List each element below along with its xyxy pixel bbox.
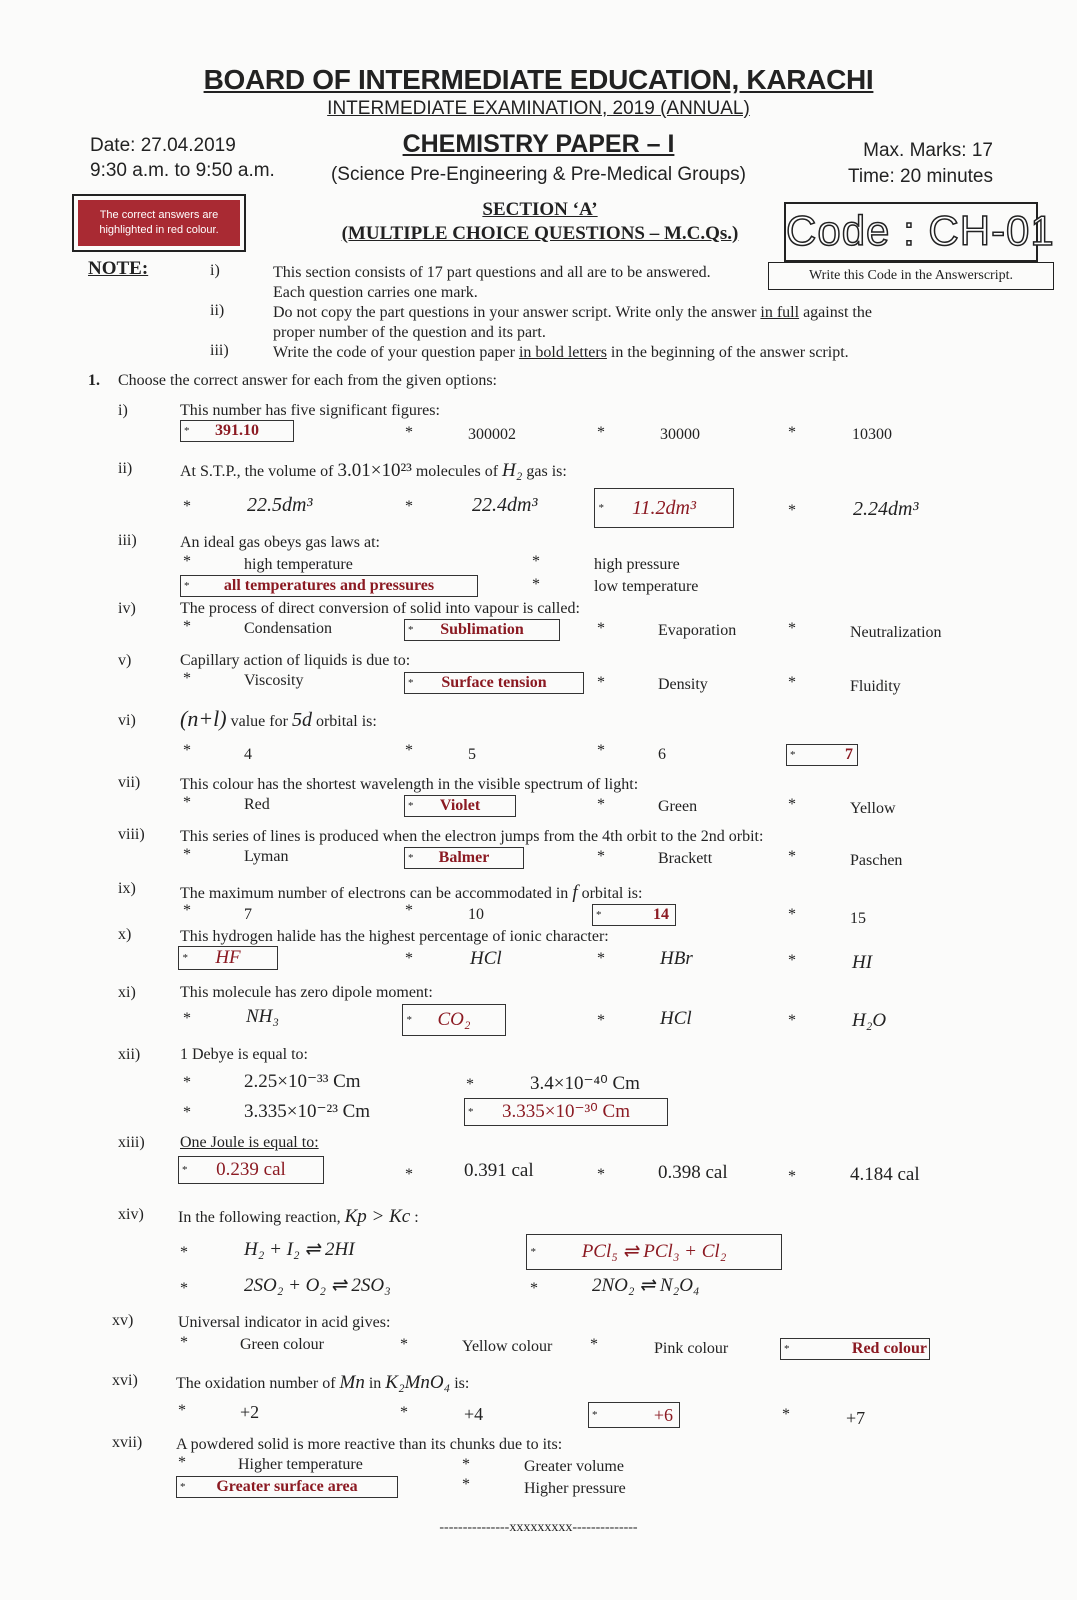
option: HCl (660, 1008, 692, 1029)
option: Green (658, 798, 698, 815)
correct-answer: * all temperatures and pressures (180, 575, 478, 597)
bullet: * (405, 950, 413, 967)
note-label: NOTE: (88, 258, 149, 279)
option: Yellow colour (462, 1338, 553, 1355)
part-num: xii) (118, 1046, 141, 1063)
part-text: At S.T.P., the volume of 3.01×10²³ molecules of H₂ gas is: (180, 460, 567, 481)
option: 7 (244, 906, 252, 923)
option: H₂ + I₂ ⇌ 2HI (244, 1239, 355, 1260)
exam-date: Date: 27.04.2019 (90, 135, 236, 156)
correct-answer: * 11.2dm³ (594, 488, 734, 528)
part-text: The maximum number of electrons can be accommodated in f orbital is: (180, 882, 643, 903)
part-text: Capillary action of liquids is due to: (180, 652, 411, 669)
bullet: * (597, 424, 605, 441)
bullet: * (405, 742, 413, 759)
bullet: * (597, 848, 605, 865)
bullet: * (183, 1074, 191, 1091)
section-heading (310, 198, 770, 246)
note-line: proper number of the question and its part. (273, 324, 546, 341)
bullet: * (400, 1336, 408, 1353)
bullet: * (183, 1104, 191, 1121)
bullet: * (788, 952, 796, 969)
option: 300002 (468, 426, 516, 443)
part-num: xiii) (118, 1134, 145, 1151)
bullet: * (183, 553, 191, 570)
part-num: i) (118, 402, 128, 419)
option: 22.5dm³ (247, 494, 313, 516)
part-num: xvi) (112, 1372, 138, 1389)
option: Condensation (244, 620, 332, 637)
option: 3.4×10⁻⁴⁰ Cm (530, 1073, 640, 1094)
option: Brackett (658, 850, 713, 867)
option: HI (852, 952, 873, 973)
bullet: * (597, 674, 605, 691)
correct-answer: * Violet (404, 795, 516, 817)
note-line: Each question carries one mark. (273, 284, 478, 301)
bullet: * (183, 846, 191, 863)
part-num: vi) (118, 712, 136, 729)
bullet: * (183, 742, 191, 759)
correct-answer: * +6 (588, 1402, 680, 1428)
option: low temperature (594, 578, 699, 595)
correct-answer: * Balmer (404, 847, 524, 869)
option: Red (244, 796, 270, 813)
option: Higher temperature (238, 1456, 363, 1473)
bullet: * (788, 796, 796, 813)
correct-answer: * Greater surface area (176, 1476, 398, 1498)
option: Viscosity (244, 672, 304, 689)
option: 10300 (852, 426, 892, 443)
correct-answer: * Surface tension (404, 672, 584, 694)
bullet: * (180, 1334, 188, 1351)
note-line: Write the code of your question paper in bold letters in the beginning of the answer script. (273, 344, 849, 361)
part-text: An ideal gas obeys gas laws at: (180, 534, 380, 551)
option: 4 (244, 746, 252, 763)
option: 2SO₂ + O₂ ⇌ 2SO₃ (244, 1275, 391, 1296)
option: Yellow (850, 800, 896, 817)
part-num: viii) (118, 826, 145, 843)
option: 2.24dm³ (853, 498, 919, 520)
option: Pink colour (654, 1340, 729, 1357)
bullet: * (180, 1280, 188, 1297)
part-text: 1 Debye is equal to: (180, 1046, 308, 1063)
bullet: * (405, 902, 413, 919)
part-text: In the following reaction, Kp > Kc : (178, 1206, 419, 1227)
bullet: * (405, 1166, 413, 1183)
part-num: x) (118, 926, 132, 943)
bullet: * (183, 498, 191, 515)
option: Density (658, 676, 708, 693)
correct-answer: * 0.239 cal (178, 1156, 324, 1184)
bullet: * (788, 848, 796, 865)
bullet: * (183, 1010, 191, 1027)
bullet: * (782, 1406, 790, 1423)
time-allowed: Time: 20 minutes (847, 166, 993, 187)
paper-groups: (Science Pre-Engineering & Pre-Medical Groups) (330, 164, 746, 185)
correct-answer: * PCl₅ ⇌ PCl₃ + Cl₂ (526, 1234, 782, 1270)
part-text: A powdered solid is more reactive than its chunks due to its: (176, 1436, 563, 1453)
part-text: The process of direct conversion of solid into vapour is called: (180, 600, 580, 617)
bullet: * (462, 1476, 470, 1493)
bullet: * (590, 1336, 598, 1353)
part-num: xv) (112, 1312, 134, 1329)
bullet: * (788, 1012, 796, 1029)
part-num: xvii) (112, 1434, 143, 1451)
note-num: iii) (210, 342, 229, 359)
bullet: * (183, 670, 191, 687)
option: +2 (240, 1402, 260, 1422)
bullet: * (405, 424, 413, 441)
option: Neutralization (850, 624, 942, 641)
part-num: v) (118, 652, 132, 669)
option: 4.184 cal (850, 1164, 920, 1185)
option: 5 (468, 746, 476, 763)
note-line: This section consists of 17 part questions and all are to be answered. (273, 264, 711, 281)
bullet: * (183, 618, 191, 635)
exam-title: INTERMEDIATE EXAMINATION, 2019 (ANNUAL) (327, 98, 750, 119)
bullet: * (597, 1012, 605, 1029)
part-text: This series of lines is produced when the electron jumps from the 4th orbit to the 2nd orbit: (180, 828, 764, 845)
correct-answer: * CO₂ (402, 1004, 506, 1036)
correct-answer: * HF (178, 946, 278, 970)
correct-answer: * Red colour (780, 1338, 930, 1360)
bullet: * (597, 620, 605, 637)
bullet: * (462, 1456, 470, 1473)
option: Green colour (240, 1336, 324, 1353)
option: 2NO₂ ⇌ N₂O₄ (592, 1275, 700, 1296)
question-number: 1. (88, 372, 100, 389)
bullet: * (532, 576, 540, 593)
option: high pressure (594, 556, 680, 573)
bullet: * (788, 674, 796, 691)
correct-answer: * Sublimation (404, 619, 560, 641)
bullet: * (466, 1076, 474, 1093)
option: 30000 (660, 426, 700, 443)
bullet: * (597, 1166, 605, 1183)
part-text: This number has five significant figures: (180, 402, 440, 419)
part-num: xiv) (118, 1206, 144, 1223)
bullet: * (788, 1168, 796, 1185)
note-num: i) (210, 262, 220, 279)
part-num: ix) (118, 880, 136, 897)
bullet: * (597, 742, 605, 759)
option: 22.4dm³ (472, 494, 538, 516)
option: +7 (846, 1408, 866, 1428)
answer-key-note-line2: highlighted in red colour. (99, 224, 219, 236)
bullet: * (178, 1454, 186, 1471)
option: Higher pressure (524, 1480, 626, 1497)
correct-answer: * 14 (592, 904, 676, 926)
note-line: Do not copy the part questions in your answer script. Write only the answer in full against the (273, 304, 872, 321)
part-text: The oxidation number of Mn in K₂MnO₄ is: (176, 1372, 470, 1393)
option: Greater volume (524, 1458, 624, 1475)
answer-key-note-line1: The correct answers are (99, 209, 219, 221)
option: H₂O (852, 1010, 887, 1031)
option: 0.398 cal (658, 1162, 728, 1183)
note-num: ii) (210, 302, 225, 319)
option: +4 (464, 1404, 484, 1424)
option: 15 (850, 910, 866, 927)
bullet: * (788, 502, 796, 519)
option: Paschen (850, 852, 903, 869)
bullet: * (788, 424, 796, 441)
bullet: * (597, 950, 605, 967)
part-text: Universal indicator in acid gives: (178, 1314, 391, 1331)
part-text: This colour has the shortest wavelength in the visible spectrum of light: (180, 776, 639, 793)
option: high temperature (244, 556, 353, 573)
bullet: * (530, 1280, 538, 1297)
max-marks: Max. Marks: 17 (863, 140, 993, 161)
bullet: * (597, 796, 605, 813)
bullet: * (178, 1402, 186, 1419)
correct-answer: * 3.335×10⁻³⁰ Cm (464, 1098, 668, 1126)
answer-key-note (72, 194, 246, 252)
part-num: xi) (118, 984, 136, 1001)
bullet: * (400, 1404, 408, 1421)
bullet: * (788, 906, 796, 923)
part-text: This hydrogen halide has the highest percentage of ionic character: (180, 928, 609, 945)
bullet: * (183, 794, 191, 811)
paper-code-note: Write this Code in the Answerscript. (768, 262, 1054, 290)
option: 2.25×10⁻³³ Cm (244, 1071, 361, 1092)
section-label: SECTION ‘A’ (482, 199, 598, 220)
option: Lyman (244, 848, 289, 865)
part-num: iv) (118, 600, 136, 617)
part-text: One Joule is equal to: (180, 1134, 319, 1151)
option: 6 (658, 746, 666, 763)
paper-title: CHEMISTRY PAPER – I (402, 130, 675, 158)
board-title: BOARD OF INTERMEDIATE EDUCATION, KARACHI (203, 64, 874, 95)
bullet: * (532, 553, 540, 570)
part-text: This molecule has zero dipole moment: (180, 984, 433, 1001)
part-text: (n+l) value for 5d orbital is: (180, 706, 377, 731)
option: Evaporation (658, 622, 737, 639)
option: 10 (468, 906, 484, 923)
part-num: iii) (118, 532, 137, 549)
part-num: vii) (118, 774, 141, 791)
bullet: * (405, 498, 413, 515)
question-instruction: Choose the correct answer for each from the given options: (118, 372, 497, 389)
bullet: * (788, 620, 796, 637)
paper-code: Code : CH-01 (784, 202, 1038, 262)
exam-time: 9:30 a.m. to 9:50 a.m. (90, 160, 275, 181)
option: Fluidity (850, 678, 901, 695)
correct-answer: * 391.10 (180, 420, 294, 442)
section-subtitle: (MULTIPLE CHOICE QUESTIONS – M.C.Qs.) (341, 223, 739, 244)
bullet: * (183, 902, 191, 919)
option: NH₃ (246, 1006, 279, 1027)
part-num: ii) (118, 460, 133, 477)
end-of-paper-marker: ---------------xxxxxxxxx-------------- (439, 1520, 638, 1535)
option: HCl (470, 948, 502, 969)
bullet: * (180, 1244, 188, 1261)
option: 3.335×10⁻²³ Cm (244, 1101, 371, 1122)
option: HBr (660, 948, 693, 969)
option: 0.391 cal (464, 1160, 534, 1181)
correct-answer: * 7 (786, 744, 858, 766)
